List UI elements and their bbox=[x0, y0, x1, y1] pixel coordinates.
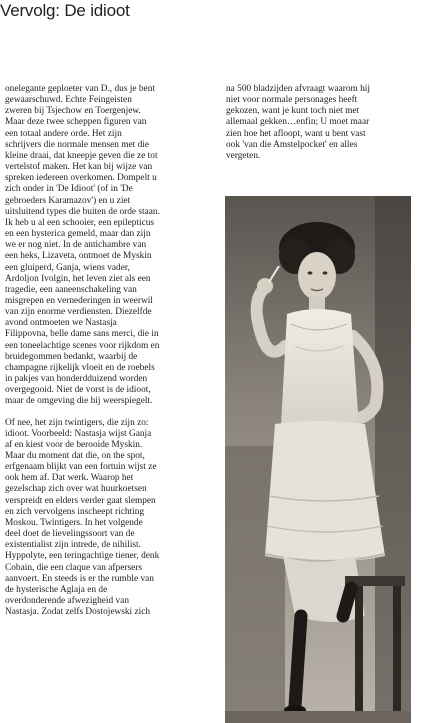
text-line: Filippovna, belle dame sans merci, die in bbox=[5, 329, 159, 340]
text-line: van zijn enorme verdiensten. Diezelfde bbox=[5, 307, 152, 318]
text-line: niet voor normale personages heeft bbox=[226, 95, 358, 106]
text-line: zich onder in 'De Idioot' (of in 'De bbox=[5, 184, 133, 195]
text-line: Ik heb u al een schooier, een epilepticus bbox=[5, 217, 155, 228]
text-line: in pakjes van honderdduizend worden bbox=[5, 374, 148, 385]
text-line: de hysterische Aglaja en de bbox=[5, 584, 108, 595]
text-line: en zich vervolgens inscheept richting bbox=[5, 506, 145, 517]
text-line: Nastasja. Zodat zelfs Dostojewski zich bbox=[5, 607, 151, 618]
photo-illustration bbox=[225, 196, 411, 723]
text-line: uitsluitend types die buiten de orde staan. bbox=[5, 206, 160, 217]
text-line: overgegooid. Niet de vorst is de idioot, bbox=[5, 385, 151, 396]
text-line: vertelstof maken. Het kan bij wijze van bbox=[5, 162, 153, 173]
text-line: champagne rijkelijk vloeit en de roebels bbox=[5, 362, 155, 373]
text-line: gebroeders Karamazov') en u ziet bbox=[5, 195, 131, 206]
text-line: een gluiperd, Ganja, wiens vader, bbox=[5, 262, 130, 273]
text-line: kleine draai, dat kneepje geven die ze tot bbox=[5, 150, 158, 161]
text-line: zweren bij Tsjechow en Toergenjew. bbox=[5, 106, 141, 117]
text-line: avond ontmoeten we Nastasja bbox=[5, 318, 117, 329]
text-line: zien hoe het afloopt, want u bent vast bbox=[226, 128, 366, 139]
text-line: ook hem af. Dat werk. Waarop het bbox=[5, 473, 134, 484]
text-line: gezelschap zich over wat huurkoetsen bbox=[5, 484, 147, 495]
text-line: aanvoert. En steeds is er the rumble van bbox=[5, 573, 154, 584]
text-line: existentialist zijn intrede, de nihilist. bbox=[5, 540, 141, 551]
text-line: ook 'van die Amstelpocket' en alles bbox=[226, 139, 358, 150]
text-line: maar de omgeving die hij weerspiegelt. bbox=[5, 396, 153, 407]
text-line: we er nog niet. In de antichambre van bbox=[5, 240, 147, 251]
vintage-photo bbox=[225, 196, 411, 723]
paragraph-1 bbox=[5, 84, 207, 408]
text-line: Moskou. Twintigers. In het volgende bbox=[5, 517, 143, 528]
text-line: een heks, Lizaveta, ontmoet de Myskin bbox=[5, 251, 152, 262]
text-line: schrijvers die normale mensen met die bbox=[5, 139, 150, 150]
text-line: Ardoljon Ivolgin, het leven ziet als een bbox=[5, 273, 151, 284]
text-line: overdonderende afwezigheid van bbox=[5, 596, 130, 607]
text-line: vergeten. bbox=[226, 150, 261, 161]
text-line: spreken iedereen overkomen. Dompelt u bbox=[5, 173, 157, 184]
text-line: en een hysterica gemeld, maar dan zijn bbox=[5, 229, 151, 240]
text-line: misgrepen en vernederingen in weerwil bbox=[5, 295, 153, 306]
text-line: verspreidt en elders verder gaat slempen bbox=[5, 495, 156, 506]
text-line: bruidegommen bedankt, waarbij de bbox=[5, 351, 138, 362]
text-line: Maar deze twee scheppen figuren van bbox=[5, 117, 147, 128]
text-line: tragedie, een aaneenschakeling van bbox=[5, 284, 137, 295]
text-line: Maar du moment dat die, on the spot, bbox=[5, 451, 145, 461]
paragraph-2 bbox=[5, 418, 207, 619]
text-line: erfgenaam blijkt van een fortuin wijst ze bbox=[5, 462, 157, 473]
text-line: Of nee, het zijn twintigers, die zijn zo: bbox=[5, 417, 149, 428]
text-line: gewaarschuwd. Echte Feingeisten bbox=[5, 95, 132, 106]
page-header bbox=[0, 0, 424, 22]
text-line: idioot. Voorbeeld: Nastasja wijst Ganja bbox=[5, 428, 152, 439]
text-line: Cobain, die een claque van afpersers bbox=[5, 562, 142, 573]
text-line: een totaal andere orde. Het zijn bbox=[5, 128, 122, 139]
text-line: gekozen, want je kunt toch niet met bbox=[226, 106, 360, 117]
right-text-column bbox=[226, 84, 412, 162]
text-line: na 500 bladzijden afvraagt waarom hij bbox=[226, 84, 370, 94]
page-title: Vervolg: De idioot bbox=[0, 1, 130, 20]
text-line: Hyppolyte, een teringachtige tiener, denk bbox=[5, 551, 160, 562]
text-line: allemaal gekken…enfin; U moet maar bbox=[226, 117, 370, 128]
text-line: af en kiest voor de berooide Myskin. bbox=[5, 439, 143, 450]
text-line: een toneelachtige scenes voor rijkdom en bbox=[5, 340, 160, 351]
left-text-column bbox=[5, 84, 207, 628]
text-line: onelegante geploeter van D., dus je bent bbox=[5, 84, 155, 94]
text-line: deel doet de lievelingssoort van de bbox=[5, 529, 135, 540]
